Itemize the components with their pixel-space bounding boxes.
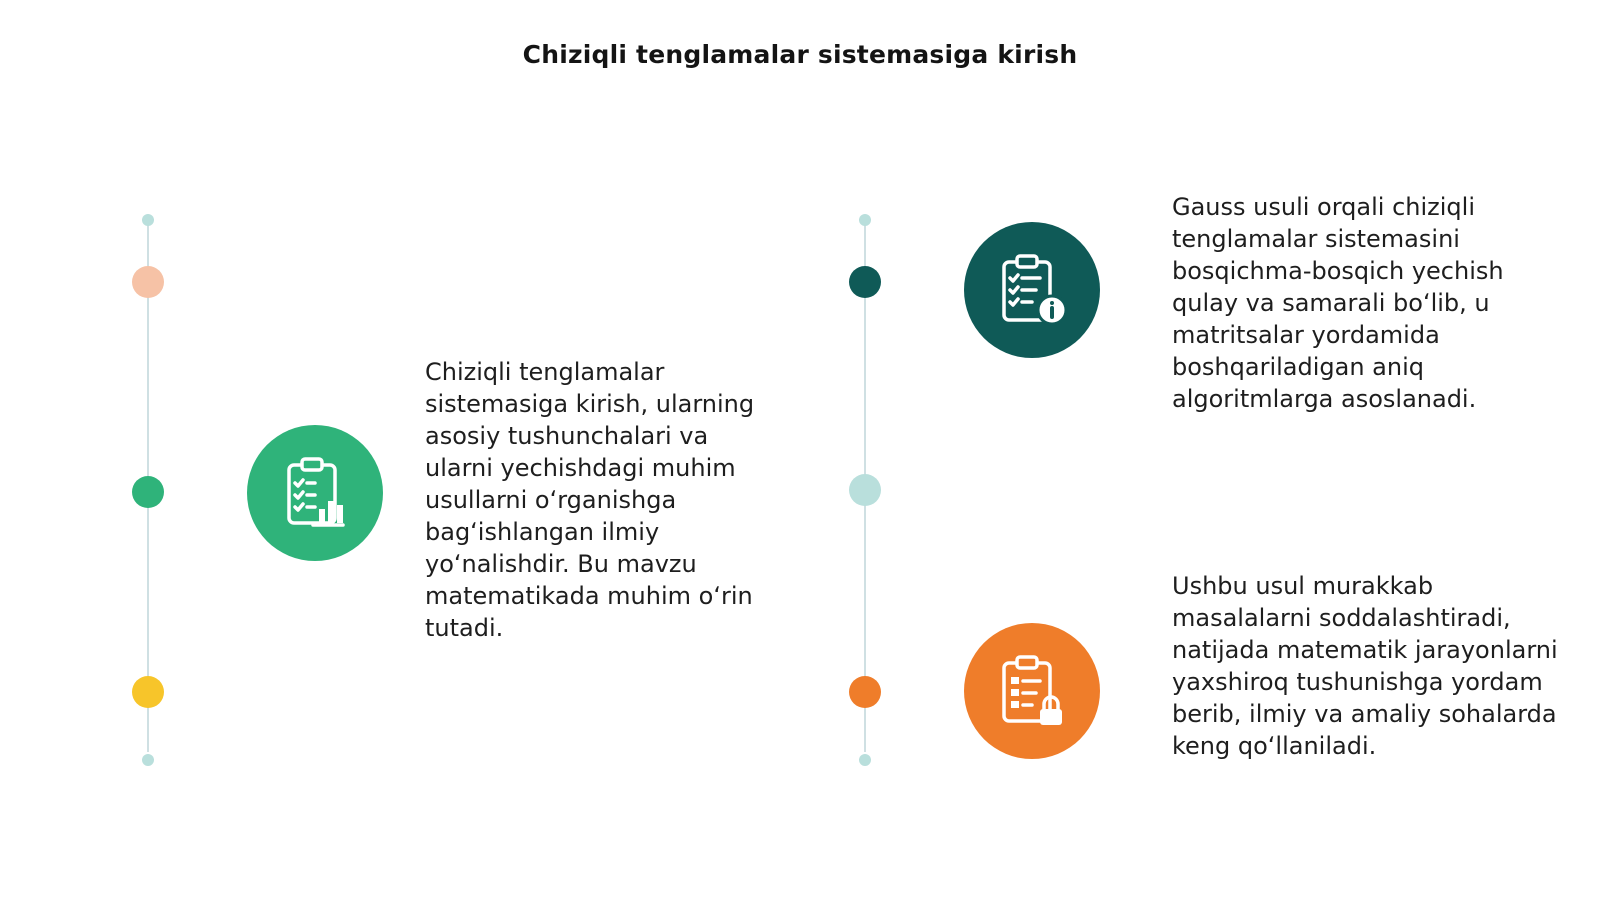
timeline-dot-green: [132, 476, 164, 508]
timeline-end-dot: [859, 754, 871, 766]
timeline-left: [128, 214, 168, 774]
timeline-end-dot: [142, 214, 154, 226]
timeline-dot-orange: [849, 676, 881, 708]
timeline-dot-mint: [849, 474, 881, 506]
clipboard-lock-icon: [964, 623, 1100, 759]
item-2-text: Gauss usuli orqali chiziqli tenglamalar sistemasini bosqichma-bosqich yechish qulay va samarali boʻlib, u matritsalar yordamida boshqariladigan aniq algoritmlarga asoslanadi.: [1172, 193, 1504, 413]
timeline-end-dot: [142, 754, 154, 766]
timeline-end-dot: [859, 214, 871, 226]
page-title: Chiziqli tenglamalar sistemasiga kirish: [522, 40, 1078, 69]
timeline-dot-peach: [132, 266, 164, 298]
clipboard-chart-icon: [247, 425, 383, 561]
timeline-right: [845, 214, 885, 774]
item-1-text: Chiziqli tenglamalar sistemasiga kirish, ularning asosiy tushunchalari va ularni yechishdagi muhim usullarni oʻrganishga bagʻishlangan ilmiy yoʻnalishdir. Bu mavzu matematikada muhim oʻrin tutadi.: [425, 358, 755, 642]
timeline-dot-teal: [849, 266, 881, 298]
item-3-text: Ushbu usul murakkab masalalarni soddalashtiradi, natijada matematik jarayonlarni yaxshiroq tushunishga yordam berib, ilmiy va amaliy sohalarda keng qoʻllaniladi.: [1172, 572, 1558, 760]
timeline-dot-yellow: [132, 676, 164, 708]
clipboard-info-icon: [964, 222, 1100, 358]
